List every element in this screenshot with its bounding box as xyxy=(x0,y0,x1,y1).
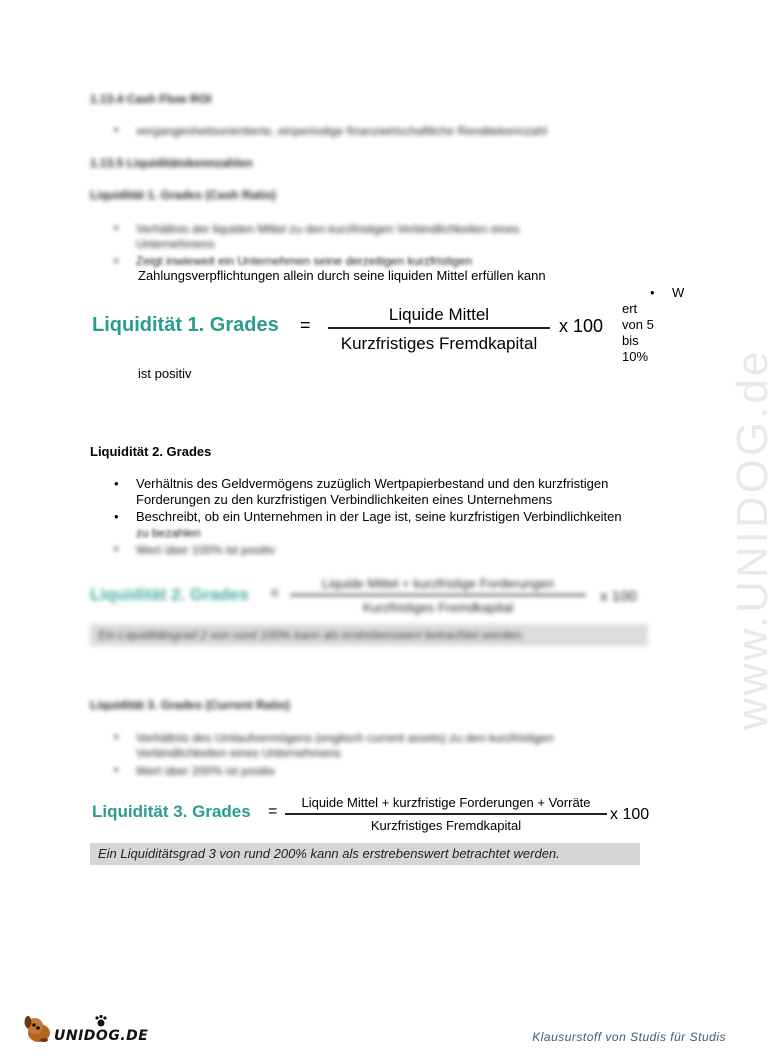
heading-liquiditaet-3: Liquidität 3. Grades (Current Ratio) xyxy=(90,698,291,712)
bullet-dot: • xyxy=(114,541,119,556)
liq2-multiplier: x 100 xyxy=(600,588,637,605)
liq3-equals-sign: = xyxy=(268,803,278,820)
watermark xyxy=(690,270,777,740)
liq3-fraction-line xyxy=(285,813,607,815)
side-text-1: W xyxy=(672,285,685,300)
liq3-bullet1-line1: Verhältnis des Umlaufvermögens (englisch current assets) zu den kurzfristigen xyxy=(136,731,554,745)
liq1-bullet2-line1: Zeigt inwieweit ein Unternehmen seine derzeitigen kurzfristigen xyxy=(136,254,473,268)
liq1-denominator: Kurzfristiges Fremdkapital xyxy=(340,334,538,353)
bullet-dot: • xyxy=(114,729,119,744)
heading-liquiditaet-1: Liquidität 1. Grades (Cash Ratio) xyxy=(90,188,277,202)
footer-logo xyxy=(22,1012,152,1048)
liq1-bullet2-line2: Zahlungsverpflichtungen allein durch seine liquiden Mittel erfüllen kann xyxy=(138,268,546,283)
liq2-fraction-line xyxy=(290,594,586,596)
paw-icon xyxy=(94,1014,108,1028)
bullet-dot: • xyxy=(114,476,119,491)
bullet-dot: • xyxy=(114,509,119,524)
liq2-bullet2-line1: Beschreibt, ob ein Unternehmen in der Lage ist, seine kurzfristigen Verbindlichkeiten xyxy=(136,509,622,524)
side-text-2: ert xyxy=(622,301,638,316)
liq2-bullet1-line2: Forderungen zu den kurzfristigen Verbindlichkeiten eines Unternehmens xyxy=(136,492,553,507)
liq1-tail-text: ist positiv xyxy=(138,366,192,381)
liq2-bullet1-line1: Verhältnis des Geldvermögens zuzüglich Wertpapierbestand und den kurzfristigen xyxy=(136,476,609,491)
liq3-note: Ein Liquiditätsgrad 3 von rund 200% kann als erstrebenswert betrachtet werden. xyxy=(90,843,640,865)
liq1-bullet1-line1: Verhältnis der liquiden Mittel zu den kurzfristigen Verbindlichkeiten eines xyxy=(136,222,520,236)
liq1-formula-label: Liquidität 1. Grades xyxy=(92,314,279,336)
side-bullet: • xyxy=(650,285,655,300)
liq2-note: Ein Liquiditätsgrad 2 von rund 100% kann als erstrebenswert betrachtet werden. xyxy=(90,624,648,646)
footer-tagline: Klausurstoff von Studis für Studis xyxy=(532,1030,726,1044)
liq2-formula-label: Liquidität 2. Grades xyxy=(90,585,249,604)
liq2-denominator: Kurzfristiges Fremdkapital xyxy=(362,600,514,615)
liq3-denominator: Kurzfristiges Fremdkapital xyxy=(370,818,522,833)
heading-cash-flow-roi: 1.13.4 Cash Flow ROI xyxy=(90,92,212,106)
bullet-dot: • xyxy=(114,253,119,268)
bullet-dot: • xyxy=(114,220,119,235)
watermark-text: www.UNIDOG.de xyxy=(728,348,777,730)
heading-liquiditaet-2: Liquidität 2. Grades xyxy=(90,444,212,459)
bullet-dot: • xyxy=(114,122,119,137)
heading-liquiditaetskennzahlen: 1.13.5 Liquiditätskennzahlen xyxy=(90,156,253,170)
liq3-numerator: Liquide Mittel + kurzfristige Forderungen + Vorräte xyxy=(301,795,591,810)
liq1-multiplier: x 100 xyxy=(559,316,604,336)
dog-mascot-icon xyxy=(22,1012,56,1046)
liq2-equals-sign: = xyxy=(270,585,280,602)
liq2-numerator: Liquide Mittel + kurzfristige Forderungen xyxy=(321,576,555,591)
side-text-5: 10% xyxy=(622,349,649,364)
liq1-fraction-line xyxy=(328,327,550,329)
liq1-numerator: Liquide Mittel xyxy=(388,305,490,324)
liq1-bullet1-line2: Unternehmens xyxy=(136,237,215,251)
liq3-formula-label: Liquidität 3. Grades xyxy=(92,802,251,821)
liq2-bullet3: Wert über 100% ist positiv xyxy=(136,543,276,557)
liq1-equals-sign: = xyxy=(300,315,311,335)
side-text-3: von 5 xyxy=(622,317,654,332)
liq3-multiplier: x 100 xyxy=(610,806,650,823)
logo-text: UNIDOG.DE xyxy=(54,1028,149,1044)
bullet-dot: • xyxy=(114,762,119,777)
liq3-bullet2: Wert über 200% ist positiv xyxy=(136,764,276,778)
side-text-4: bis xyxy=(622,333,639,348)
liq3-bullet1-line2: Verbindlichkeiten eines Unternehmens xyxy=(136,746,341,760)
liq2-bullet2-line2: zu bezahlen xyxy=(136,526,201,540)
cash-flow-roi-description: vergangenheitsorientierte, einperiodige finanzwirtschaftliche Renditekennzahl xyxy=(136,124,547,138)
